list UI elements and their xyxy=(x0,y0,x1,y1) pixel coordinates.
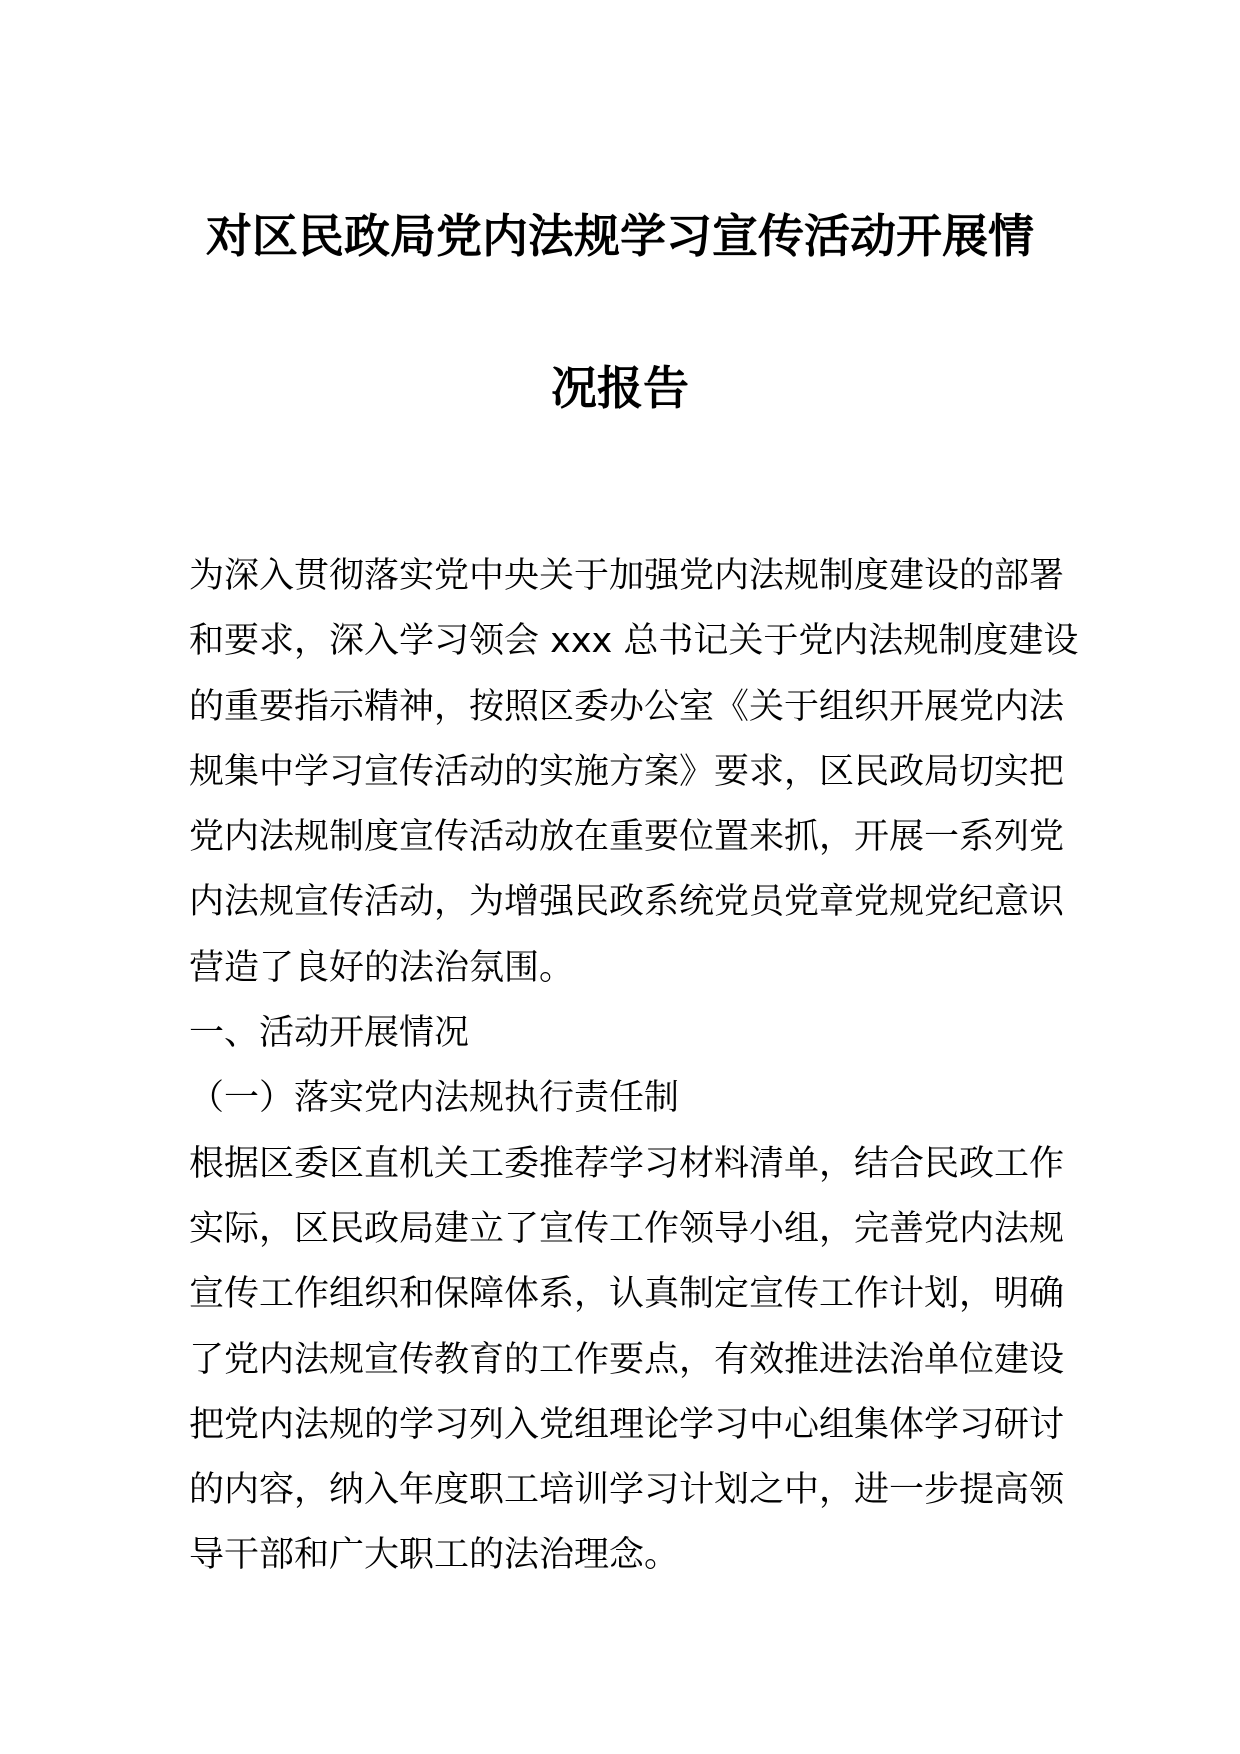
subsection-heading: （一）落实党内法规执行责任制 xyxy=(189,1078,680,1119)
section-heading: 一、活动开展情况 xyxy=(189,1013,470,1054)
paragraph-line: 和要求，深入学习领会 xxx 总书记关于党内法规制度建设 xyxy=(189,621,1079,662)
paragraph-line: 内法规宣传活动，为增强民政系统党员党章党规党纪意识 xyxy=(189,882,1065,923)
document-body xyxy=(189,544,1079,1589)
paragraph-line: 营造了良好的法治氛围。 xyxy=(189,947,575,988)
paragraph-line: 党内法规制度宣传活动放在重要位置来抓，开展一系列党 xyxy=(189,817,1065,858)
paragraph-line: 了党内法规宣传教育的工作要点，有效推进法治单位建设 xyxy=(189,1339,1065,1380)
paragraph-line: 根据区委区直机关工委推荐学习材料清单，结合民政工作 xyxy=(189,1143,1065,1184)
paragraph-line: 的重要指示精神，按照区委办公室《关于组织开展党内法 xyxy=(189,686,1065,727)
paragraph-line: 规集中学习宣传活动的实施方案》要求，区民政局切实把 xyxy=(189,751,1065,792)
paragraph-line: 实际，区民政局建立了宣传工作领导小组，完善党内法规 xyxy=(189,1208,1065,1249)
intro-paragraph xyxy=(189,544,1079,1001)
paragraph-line: 导干部和广大职工的法治理念。 xyxy=(189,1535,680,1576)
document-title: 对区民政局党内法规学习宣传活动开展情况报告 xyxy=(206,209,1034,415)
body-paragraph xyxy=(189,1132,1069,1589)
paragraph-line: 把党内法规的学习列入党组理论学习中心组集体学习研讨 xyxy=(189,1404,1065,1445)
paragraph-line: 宣传工作组织和保障体系，认真制定宣传工作计划，明确 xyxy=(189,1274,1065,1315)
paragraph-line: 的内容，纳入年度职工培训学习计划之中，进一步提高领 xyxy=(189,1470,1065,1511)
paragraph-line: 为深入贯彻落实党中央关于加强党内法规制度建设的部署 xyxy=(189,556,1065,596)
